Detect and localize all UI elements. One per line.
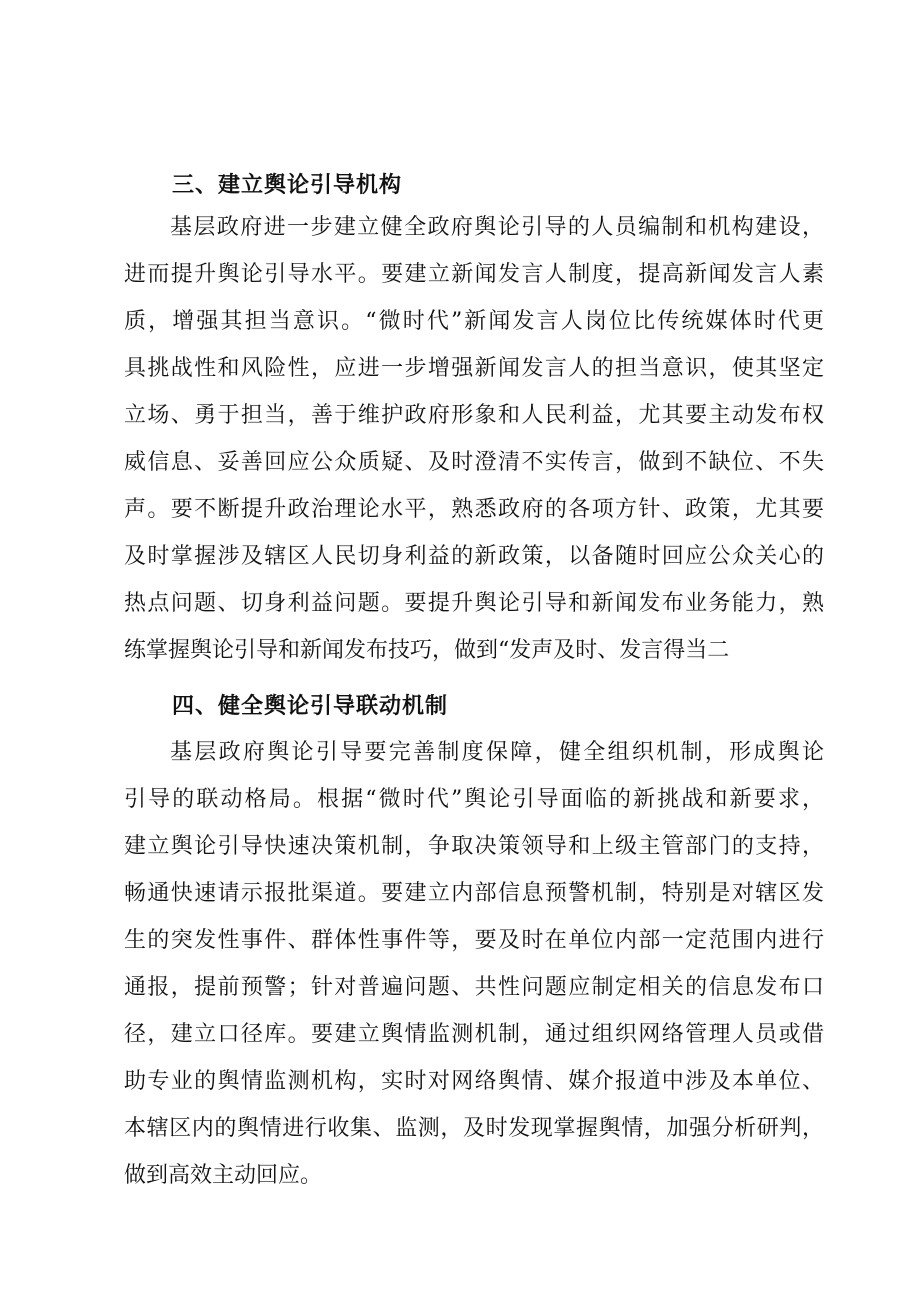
paragraph-line: 威信息、妥善回应公众质疑、及时澄清不实传言，做到不缺位、不失 — [124, 450, 824, 475]
paragraph-line: 基层政府进一步建立健全政府舆论引导的人员编制和机构建设， — [170, 215, 824, 240]
paragraph-line: 畅通快速请示报批渠道。要建立内部信息预警机制，特别是对辖区发 — [124, 881, 824, 906]
paragraph-line: 本辖区内的舆情进行收集、监测，及时发现掌握舆情，加强分析研判， — [124, 1116, 824, 1141]
paragraph-line: 质，增强其担当意识。“微时代”新闻发言人岗位比传统媒体时代更 — [124, 309, 824, 334]
paragraph-line: 助专业的舆情监测机构，实时对网络舆情、媒介报道中涉及本单位、 — [124, 1069, 824, 1094]
paragraph-line: 做到高效主动回应。 — [124, 1163, 323, 1188]
paragraph-line: 声。要不断提升政治理论水平，熟悉政府的各项方针、政策，尤其要 — [124, 497, 824, 522]
paragraph-line: 进而提升舆论引导水平。要建立新闻发言人制度，提高新闻发言人素 — [124, 262, 824, 287]
paragraph-line: 建立舆论引导快速决策机制，争取决策领导和上级主管部门的支持， — [124, 834, 824, 859]
paragraph-line: 生的突发性事件、群体性事件等，要及时在单位内部一定范围内进行 — [124, 928, 824, 953]
section-heading-3: 三、建立舆论引导机构 — [172, 172, 403, 198]
paragraph-line: 及时掌握涉及辖区人民切身利益的新政策，以备随时回应公众关心的 — [124, 544, 824, 569]
paragraph-line: 径，建立口径库。要建立舆情监测机制，通过组织网络管理人员或借 — [124, 1022, 824, 1047]
section-heading-4: 四、健全舆论引导联动机制 — [172, 693, 449, 719]
paragraph-line: 立场、勇于担当，善于维护政府形象和人民利益，尤其要主动发布权 — [124, 403, 824, 428]
paragraph-line: 引导的联动格局。根据“微时代”舆论引导面临的新挑战和新要求， — [124, 787, 824, 812]
paragraph-line: 具挑战性和风险性，应进一步增强新闻发言人的担当意识，使其坚定 — [124, 356, 824, 381]
paragraph-line: 基层政府舆论引导要完善制度保障，健全组织机制，形成舆论 — [170, 740, 824, 765]
paragraph-line: 练掌握舆论引导和新闻发布技巧，做到“发声及时、发言得当二 — [124, 638, 730, 663]
paragraph-line: 通报，提前预警；针对普遍问题、共性问题应制定相关的信息发布口 — [124, 975, 824, 1000]
paragraph-line: 热点问题、切身利益问题。要提升舆论引导和新闻发布业务能力，熟 — [124, 591, 824, 616]
